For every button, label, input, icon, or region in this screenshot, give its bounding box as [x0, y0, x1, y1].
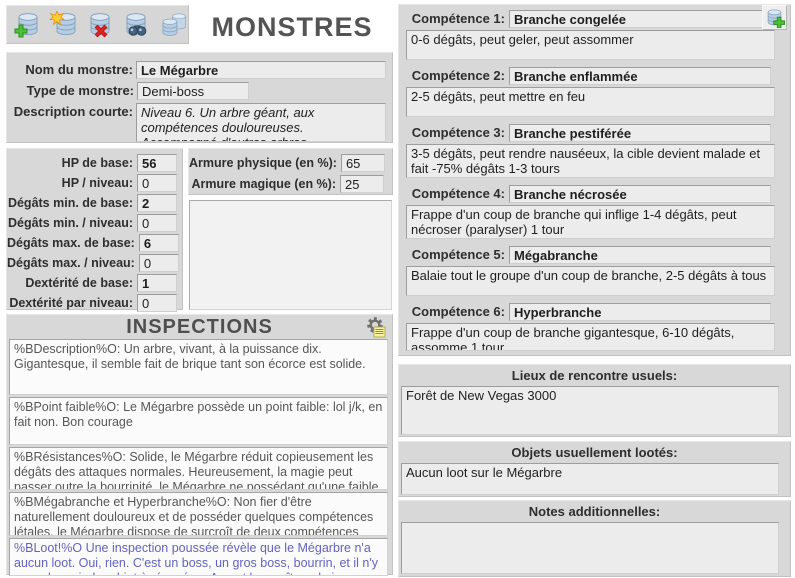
competence-3-name-input[interactable]	[509, 124, 771, 142]
competence-4-name-input[interactable]	[509, 185, 771, 203]
inspection-description-textarea[interactable]	[9, 339, 388, 395]
add-record-button[interactable]	[12, 10, 43, 39]
monster-name-input[interactable]	[136, 61, 386, 79]
competence-item	[399, 185, 790, 239]
short-description-textarea[interactable]	[136, 103, 386, 142]
dmg-min-per-level-label: Dégâts min. / niveau:	[7, 216, 133, 230]
database-delete-icon	[85, 11, 115, 39]
dex-per-level-input[interactable]	[137, 294, 177, 312]
inspection-megabranche-textarea[interactable]	[9, 492, 388, 536]
empty-text-box[interactable]	[189, 200, 392, 310]
dmg-max-per-level-input[interactable]	[139, 254, 179, 272]
dex-base-input[interactable]	[137, 274, 177, 292]
competence-2-description[interactable]	[406, 87, 775, 117]
competence-6-description[interactable]	[406, 323, 775, 351]
magic-armor-input[interactable]	[340, 175, 384, 193]
dmg-max-base-label: Dégâts max. de base:	[7, 236, 135, 250]
delete-record-button[interactable]	[84, 10, 115, 39]
competence-3-label: Compétence 3:	[411, 125, 505, 140]
dmg-min-base-label: Dégâts min. de base:	[7, 196, 133, 210]
dmg-max-base-input[interactable]	[139, 234, 179, 252]
competence-5-description[interactable]	[406, 266, 775, 296]
hp-per-level-input[interactable]	[137, 174, 177, 192]
competence-1-name-input[interactable]	[509, 10, 771, 28]
add-competence-button[interactable]	[762, 5, 787, 30]
notes-textarea[interactable]	[401, 522, 779, 574]
notes-title: Notes additionnelles:	[528, 504, 661, 519]
competence-2-label: Compétence 2:	[411, 68, 505, 83]
competence-5-name-input[interactable]	[509, 246, 771, 264]
competence-item	[399, 124, 790, 178]
competence-item	[399, 10, 790, 60]
stats-panel	[6, 148, 183, 310]
dex-base-label: Dextérité de base:	[25, 276, 133, 290]
competence-1-label: Compétence 1:	[411, 11, 505, 26]
loot-title: Objets usuellement lootés:	[511, 445, 678, 460]
monster-identity-panel	[6, 52, 393, 143]
type-label: Type de monstre:	[26, 83, 134, 98]
database-add-icon	[764, 8, 785, 28]
competence-4-description[interactable]	[406, 205, 775, 239]
competence-4-label: Compétence 4:	[411, 186, 505, 201]
inspection-resistances-textarea[interactable]	[9, 447, 388, 490]
magic-armor-label: Armure magique (en %):	[191, 177, 336, 191]
competence-2-name-input[interactable]	[509, 67, 771, 85]
name-label: Nom du monstre:	[25, 62, 133, 77]
hp-base-input[interactable]	[137, 154, 177, 172]
locations-panel	[398, 364, 791, 437]
monster-type-input[interactable]	[137, 82, 249, 100]
dex-per-level-label: Dextérité par niveau:	[9, 296, 133, 310]
short-description-label: Description courte:	[13, 104, 133, 119]
loot-textarea[interactable]	[401, 463, 779, 495]
competence-1-description[interactable]	[406, 30, 775, 60]
gear-note-icon[interactable]	[365, 316, 387, 338]
inspections-panel	[6, 314, 393, 575]
competence-3-description[interactable]	[406, 144, 775, 178]
competence-item	[399, 246, 790, 296]
competences-panel	[398, 4, 791, 356]
database-toolbar	[6, 5, 189, 44]
loot-panel	[398, 441, 791, 497]
notes-panel	[398, 500, 791, 577]
hp-base-label: HP de base:	[61, 156, 133, 170]
physical-armor-label: Armure physique (en %):	[189, 156, 337, 170]
search-record-button[interactable]	[120, 10, 151, 39]
competence-item	[399, 67, 790, 117]
competence-item	[399, 303, 790, 351]
physical-armor-input[interactable]	[341, 154, 385, 172]
new-record-button[interactable]	[48, 10, 79, 39]
inspections-title: INSPECTIONS	[7, 315, 392, 339]
dmg-max-per-level-label: Dégâts max. / niveau:	[7, 256, 135, 270]
hp-per-level-label: HP / niveau:	[61, 176, 133, 190]
database-search-icon	[121, 11, 151, 39]
locations-textarea[interactable]	[401, 386, 779, 435]
inspection-weakpoint-textarea[interactable]	[9, 397, 388, 445]
armor-panel	[188, 148, 393, 195]
database-new-icon	[49, 11, 79, 39]
page-title: MONSTRES	[211, 12, 373, 42]
competence-5-label: Compétence 5:	[411, 247, 505, 262]
competence-6-label: Compétence 6:	[411, 304, 505, 319]
dmg-min-base-input[interactable]	[137, 194, 177, 212]
competence-6-name-input[interactable]	[509, 303, 771, 321]
locations-title: Lieux de rencontre usuels:	[511, 368, 678, 383]
copy-record-button[interactable]	[156, 10, 187, 39]
inspection-loot-textarea[interactable]	[9, 538, 388, 576]
database-copy-icon	[157, 11, 187, 39]
database-add-icon	[13, 11, 43, 39]
dmg-min-per-level-input[interactable]	[137, 214, 177, 232]
